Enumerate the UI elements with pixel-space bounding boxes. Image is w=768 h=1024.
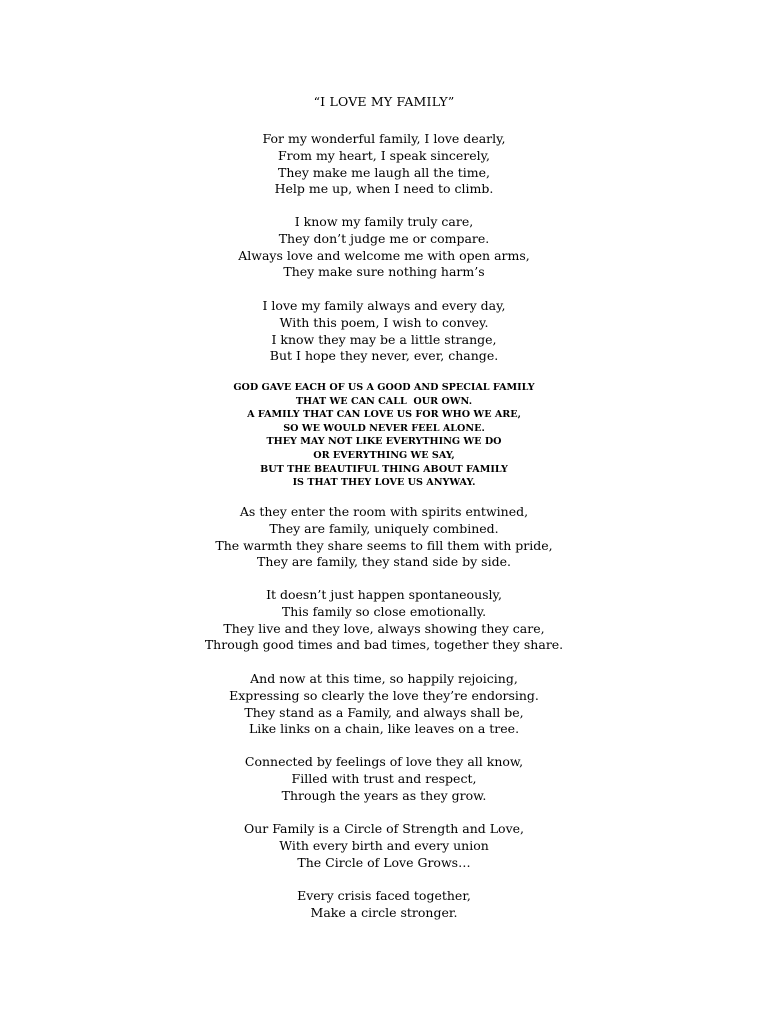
poem-line: Help me up, when I need to climb. <box>274 181 494 197</box>
poem-title: “I LOVE MY FAMILY” <box>313 94 455 109</box>
quote-line: BUT THE BEAUTIFUL THING ABOUT FAMILY <box>260 463 508 475</box>
poem-line: Make a circle stronger. <box>310 904 458 920</box>
poem-line: As they enter the room with spirits entwined, <box>239 504 529 519</box>
poem-line: But I hope they never, ever, change. <box>269 348 499 364</box>
quote-line: IS THAT THEY LOVE US ANYWAY. <box>292 477 476 489</box>
poem-line: They make sure nothing harm’s <box>283 264 485 280</box>
poem-line: With this poem, I wish to convey. <box>279 314 489 330</box>
poem-line: They are family, uniquely combined. <box>269 520 499 536</box>
stanza-4 <box>0 504 768 571</box>
poem-line: They stand as a Family, and always shall be, <box>244 704 524 720</box>
stanza-7 <box>0 754 768 804</box>
stanza-3 <box>0 298 768 365</box>
poem-line: Always love and welcome me with open arms, <box>238 247 530 263</box>
quote-line: SO WE WOULD NEVER FEEL ALONE. <box>283 422 485 434</box>
poem-line: This family so close emotionally. <box>281 603 487 619</box>
poem-line: I know they may be a little strange, <box>271 331 497 347</box>
stanza-8 <box>0 821 768 871</box>
poem-line: They live and they love, always showing they care, <box>223 620 545 636</box>
poem-line: Every crisis faced together, <box>297 888 471 903</box>
poem-line: They make me laugh all the time, <box>278 164 490 180</box>
poem-line: Like links on a chain, like leaves on a tree. <box>248 721 520 737</box>
poem-line: With every birth and every union <box>279 837 489 853</box>
poem-line: It doesn’t just happen spontaneously, <box>266 587 502 602</box>
poem-line: Filled with trust and respect, <box>291 770 477 786</box>
stanza-9 <box>0 888 768 922</box>
poem-line: They are family, they stand side by side. <box>257 554 511 570</box>
poem-line: Expressing so clearly the love they’re endorsing. <box>229 687 539 703</box>
quote-line: OR EVERYTHING WE SAY, <box>313 449 455 461</box>
poem-line: The Circle of Love Grows… <box>297 854 471 870</box>
poem-line: And now at this time, so happily rejoicing, <box>250 671 518 686</box>
poem-line: I love my family always and every day, <box>262 298 506 313</box>
poem-line: Through the years as they grow. <box>281 787 487 803</box>
quote-line: THAT WE CAN CALL OUR OWN. <box>295 395 473 407</box>
poem-line: The warmth they share seems to fill them with pride, <box>215 537 553 553</box>
poem-line: Through good times and bad times, together they share. <box>204 637 564 653</box>
quote-line: THEY MAY NOT LIKE EVERYTHING WE DO <box>266 436 502 448</box>
stanza-2 <box>0 214 768 281</box>
stanza-5 <box>0 587 768 654</box>
poem-line: I know my family truly care, <box>294 214 474 229</box>
quote-line: A FAMILY THAT CAN LOVE US FOR WHO WE ARE, <box>247 409 521 421</box>
poem-line: Connected by feelings of love they all know, <box>244 754 524 769</box>
poem-line: They don’t judge me or compare. <box>278 230 490 246</box>
quote-line: GOD GAVE EACH OF US A GOOD AND SPECIAL FAMILY <box>233 382 535 393</box>
stanza-1 <box>0 131 768 198</box>
family-quote-block <box>0 381 768 490</box>
poem-line: Our Family is a Circle of Strength and Love, <box>243 821 525 836</box>
poem-line: From my heart, I speak sincerely, <box>277 147 491 163</box>
stanza-6 <box>0 671 768 738</box>
poem-line: For my wonderful family, I love dearly, <box>262 131 506 146</box>
